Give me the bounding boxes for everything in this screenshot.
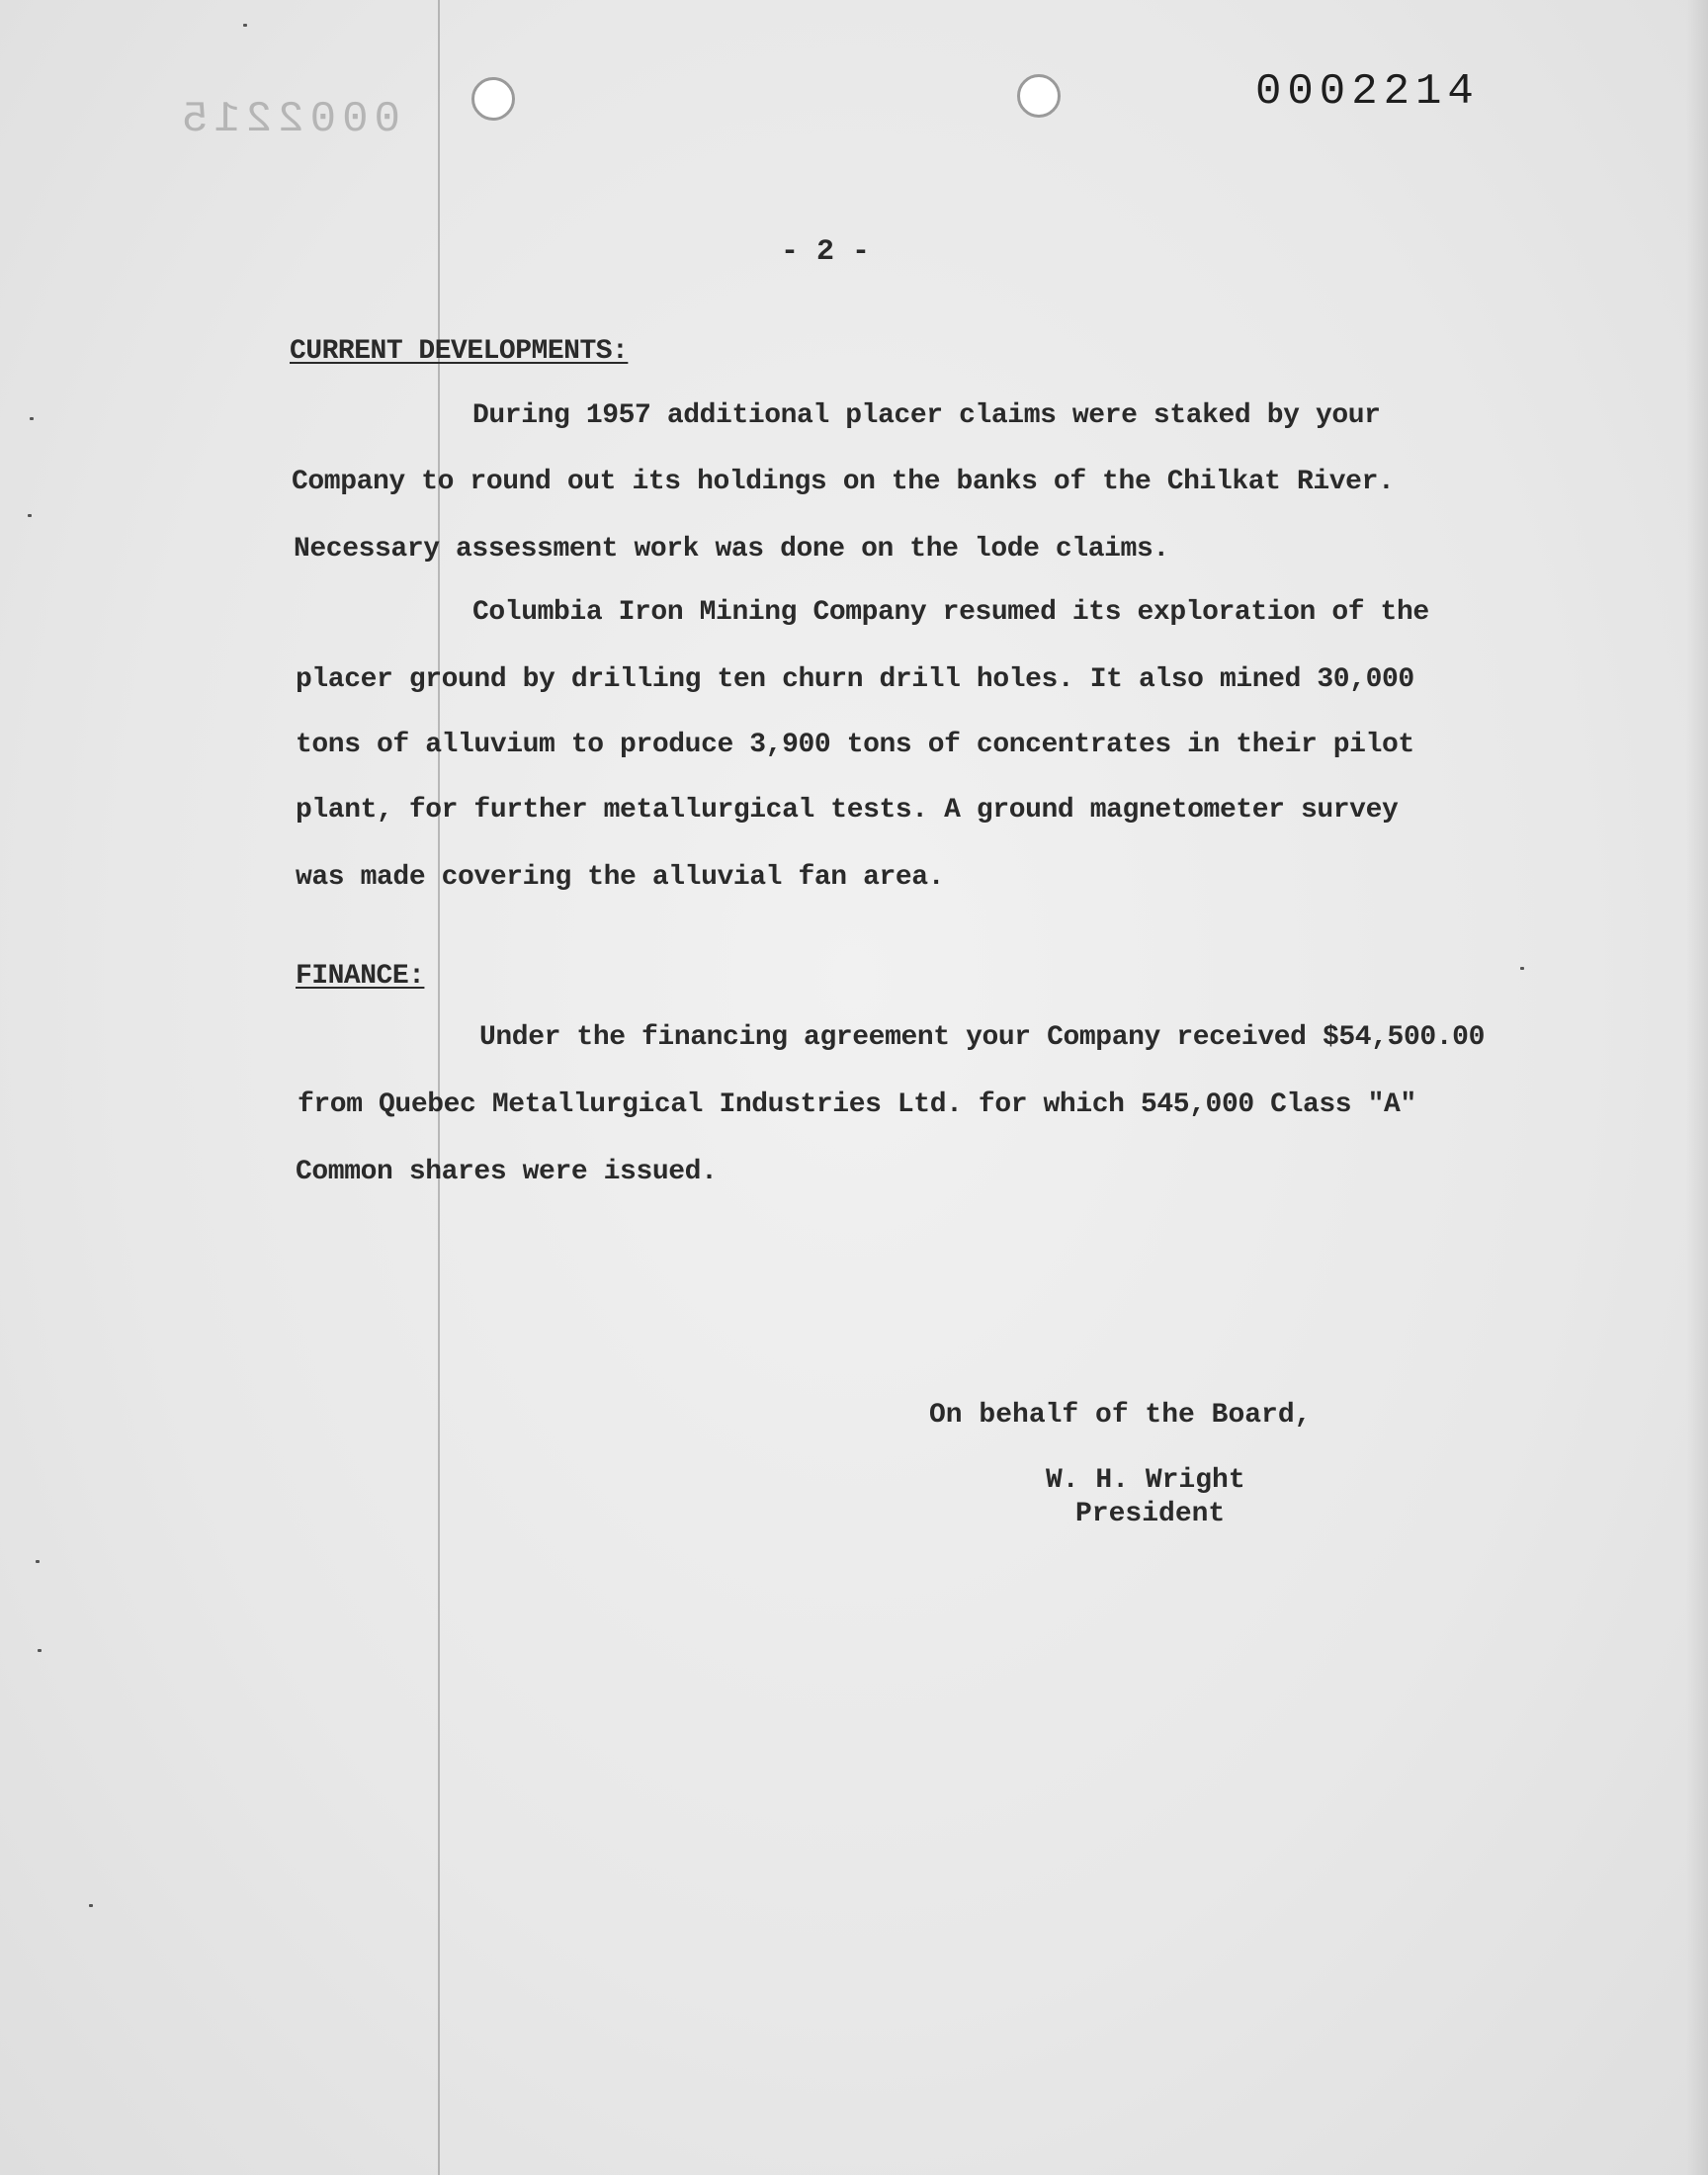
paragraph-line: plant, for further metallurgical tests. A ground magnetometer survey xyxy=(296,795,1399,826)
paragraph-line: During 1957 additional placer claims were staked by your xyxy=(472,400,1381,431)
page-number: - 2 - xyxy=(781,235,871,269)
fold-line xyxy=(438,0,440,2175)
paragraph-line: Common shares were issued. xyxy=(296,1157,718,1187)
paragraph-line: Under the financing agreement your Company received $54,500.00 xyxy=(479,1022,1485,1053)
section-heading-current-developments: CURRENT DEVELOPMENTS: xyxy=(290,336,629,367)
punch-hole-left xyxy=(471,77,515,121)
punch-hole-right xyxy=(1017,74,1061,118)
scan-speck xyxy=(1520,967,1524,970)
scan-speck xyxy=(89,1904,93,1907)
scan-speck xyxy=(38,1649,42,1652)
scan-speck xyxy=(36,1560,40,1563)
paragraph-line: placer ground by drilling ten churn drill holes. It also mined 30,000 xyxy=(296,664,1414,695)
section-heading-finance: FINANCE: xyxy=(296,961,425,992)
bleed-through-number: 0002215 xyxy=(176,95,400,144)
signatory-title: President xyxy=(1075,1499,1226,1529)
page-edge-shadow xyxy=(1686,0,1708,2175)
paragraph-line: Columbia Iron Mining Company resumed its exploration of the xyxy=(472,597,1429,628)
scan-speck xyxy=(28,514,32,517)
paragraph-line: Necessary assessment work was done on the lode claims. xyxy=(294,534,1169,565)
paragraph-line: was made covering the alluvial fan area. xyxy=(296,862,945,893)
paragraph-line: from Quebec Metallurgical Industries Ltd. for which 545,000 Class "A" xyxy=(298,1089,1416,1120)
scan-speck xyxy=(30,417,34,420)
paragraph-line: tons of alluvium to produce 3,900 tons of concentrates in their pilot xyxy=(296,730,1414,760)
closing-line: On behalf of the Board, xyxy=(929,1400,1312,1431)
scan-speck xyxy=(243,24,247,27)
paragraph-line: Company to round out its holdings on the banks of the Chilkat River. xyxy=(292,467,1395,497)
signatory-name: W. H. Wright xyxy=(1046,1465,1245,1496)
document-number: 0002214 xyxy=(1255,67,1480,117)
